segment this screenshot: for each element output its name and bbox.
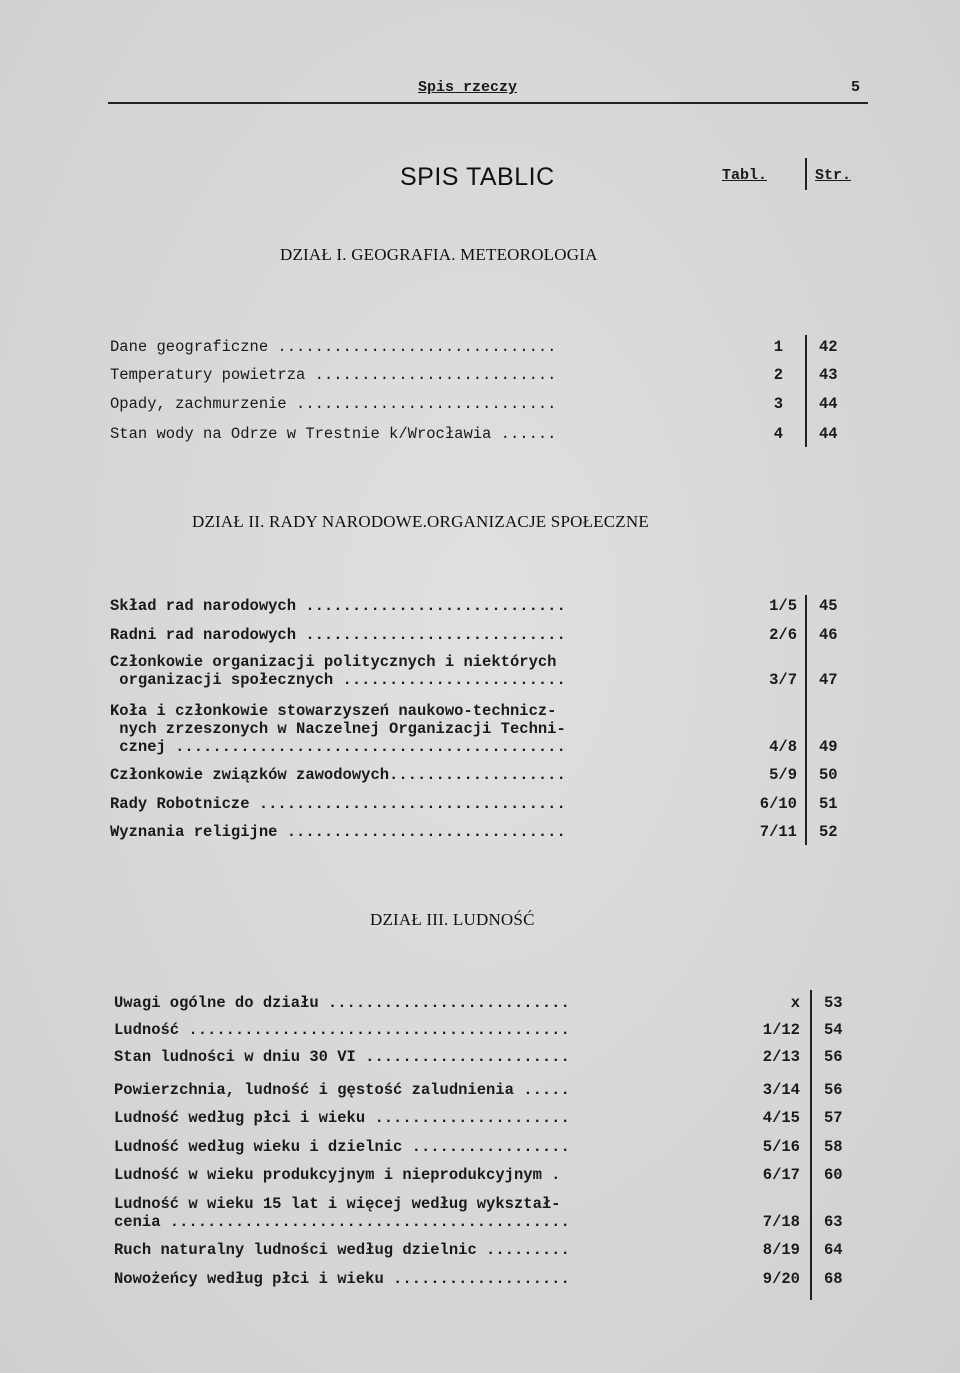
row-table-number: 6/17 bbox=[762, 1166, 800, 1184]
row-label: Wyznania religijne .............................. bbox=[110, 823, 566, 841]
row-table-number: 5/9 bbox=[769, 766, 797, 784]
row-table-number: 3 bbox=[773, 395, 783, 413]
row-label: Ludność ......................................... bbox=[114, 1021, 570, 1039]
column-divider bbox=[805, 595, 807, 845]
row-page-number: 43 bbox=[819, 366, 838, 384]
row-label: Uwagi ogólne do działu .......................... bbox=[114, 994, 570, 1012]
row-table-number: x bbox=[790, 994, 800, 1012]
row-page-number: 50 bbox=[819, 766, 838, 784]
row-table-number: 8/19 bbox=[762, 1241, 800, 1259]
column-divider bbox=[810, 990, 812, 1300]
row-label: Rady Robotnicze ................................. bbox=[110, 795, 566, 813]
row-label: Ruch naturalny ludności według dzielnic ......... bbox=[114, 1241, 570, 1259]
section-title-1: DZIAŁ I. GEOGRAFIA. METEOROLOGIA bbox=[280, 245, 598, 264]
row-label: Ludność według płci i wieku ..................... bbox=[114, 1109, 570, 1127]
section-title-2: DZIAŁ II. RADY NARODOWE.ORGANIZACJE SPOŁECZNE bbox=[192, 512, 649, 531]
row-page-number: 54 bbox=[824, 1021, 843, 1039]
row-table-number: 7/11 bbox=[759, 823, 797, 841]
row-page-number: 56 bbox=[824, 1048, 843, 1066]
row-page-number: 44 bbox=[819, 425, 838, 443]
row-label: Ludność według wieku i dzielnic ................. bbox=[114, 1138, 570, 1156]
row-table-number: 9/20 bbox=[762, 1270, 800, 1288]
row-page-number: 63 bbox=[824, 1213, 843, 1231]
row-page-number: 52 bbox=[819, 823, 838, 841]
row-table-number: 1/5 bbox=[769, 597, 797, 615]
section-title-3: DZIAŁ III. LUDNOŚĆ bbox=[370, 910, 535, 929]
row-page-number: 44 bbox=[819, 395, 838, 413]
row-table-number: 1 bbox=[773, 338, 783, 356]
row-table-number: 2 bbox=[773, 366, 783, 384]
row-page-number: 57 bbox=[824, 1109, 843, 1127]
row-page-number: 58 bbox=[824, 1138, 843, 1156]
row-table-number: 3/7 bbox=[769, 671, 797, 689]
row-table-number: 4/8 bbox=[769, 738, 797, 756]
row-page-number: 68 bbox=[824, 1270, 843, 1288]
row-label: Opady, zachmurzenie ............................ bbox=[110, 395, 557, 413]
row-label: Członkowie organizacji politycznych i niektórych organizacji społecznych ........................ bbox=[110, 653, 566, 689]
row-page-number: 53 bbox=[824, 994, 843, 1012]
row-page-number: 64 bbox=[824, 1241, 843, 1259]
row-page-number: 49 bbox=[819, 738, 838, 756]
row-page-number: 45 bbox=[819, 597, 838, 615]
row-page-number: 51 bbox=[819, 795, 838, 813]
row-page-number: 46 bbox=[819, 626, 838, 644]
row-table-number: 2/13 bbox=[762, 1048, 800, 1066]
column-header-tabl: Tabl. bbox=[722, 167, 768, 184]
row-label: Temperatury powietrza .......................... bbox=[110, 366, 557, 384]
row-page-number: 60 bbox=[824, 1166, 843, 1184]
page-title: SPIS TABLIC bbox=[400, 163, 555, 191]
row-label: Powierzchnia, ludność i gęstość zaludnienia ..... bbox=[114, 1081, 570, 1099]
row-label: Ludność w wieku 15 lat i więcej według wykształ- cenia ........................................... bbox=[114, 1195, 570, 1231]
row-label: Ludność w wieku produkcyjnym i nieprodukcyjnym . bbox=[114, 1166, 561, 1184]
row-table-number: 2/6 bbox=[769, 626, 797, 644]
row-table-number: 1/12 bbox=[762, 1021, 800, 1039]
row-label: Radni rad narodowych ............................ bbox=[110, 626, 566, 644]
row-label: Członkowie związków zawodowych................... bbox=[110, 766, 566, 784]
row-page-number: 56 bbox=[824, 1081, 843, 1099]
row-table-number: 4/15 bbox=[762, 1109, 800, 1127]
row-label: Skład rad narodowych ............................ bbox=[110, 597, 566, 615]
row-label: Stan wody na Odrze w Trestnie k/Wrocławia ...... bbox=[110, 425, 557, 443]
page-number: 5 bbox=[850, 79, 860, 96]
row-label: Koła i członkowie stowarzyszeń naukowo-technicz- nych zrzeszonych w Naczelnej Organizacji Techni- cznej .......................................... bbox=[110, 702, 566, 756]
row-page-number: 47 bbox=[819, 671, 838, 689]
row-table-number: 6/10 bbox=[759, 795, 797, 813]
running-header bbox=[108, 78, 868, 104]
row-label: Stan ludności w dniu 30 VI ...................... bbox=[114, 1048, 570, 1066]
row-page-number: 42 bbox=[819, 338, 838, 356]
row-table-number: 3/14 bbox=[762, 1081, 800, 1099]
row-table-number: 4 bbox=[773, 425, 783, 443]
row-label: Dane geograficzne .............................. bbox=[110, 338, 557, 356]
row-table-number: 5/16 bbox=[762, 1138, 800, 1156]
column-divider bbox=[805, 335, 807, 447]
running-header-title: Spis rzeczy bbox=[418, 79, 518, 96]
row-table-number: 7/18 bbox=[762, 1213, 800, 1231]
column-divider bbox=[805, 158, 807, 190]
row-label: Nowożeńcy według płci i wieku ................... bbox=[114, 1270, 570, 1288]
column-header-str: Str. bbox=[815, 167, 852, 184]
